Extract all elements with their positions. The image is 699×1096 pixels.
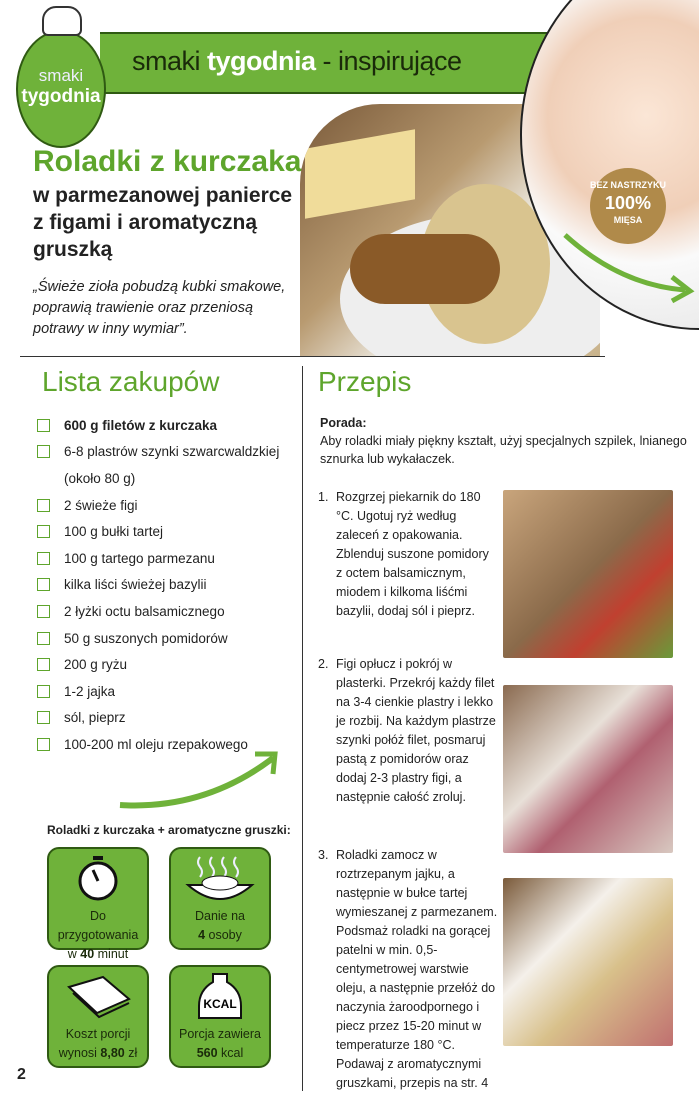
summary-box bbox=[47, 847, 149, 961]
checkbox[interactable] bbox=[37, 658, 50, 671]
checkbox[interactable] bbox=[37, 525, 50, 538]
summary-box bbox=[169, 847, 271, 950]
item-label: 2 łyżki octu balsamicznego bbox=[64, 603, 225, 619]
box-line2: w 40 minut bbox=[67, 947, 129, 961]
checkbox[interactable] bbox=[37, 499, 50, 512]
no-injection-badge: BEZ NASTRZYKU 100% MIĘSA bbox=[590, 168, 666, 244]
checkbox[interactable] bbox=[37, 419, 50, 432]
item-label: 600 g filetów z kurczaka bbox=[64, 417, 218, 433]
svg-text:KCAL: KCAL bbox=[203, 997, 237, 1011]
curved-arrow-icon bbox=[115, 740, 285, 815]
item-label: 2 świeże figi bbox=[64, 497, 138, 513]
checkbox[interactable] bbox=[37, 445, 50, 458]
summary-title: Roladki z kurczaka + aromatyczne gruszki: bbox=[47, 823, 291, 837]
box-line1: Do przygotowania bbox=[57, 909, 139, 942]
method-heading: Przepis bbox=[318, 366, 412, 397]
section-title: smaki tygodnia - inspirujące bbox=[132, 46, 462, 76]
shopping-item bbox=[37, 598, 279, 625]
shopping-list bbox=[37, 412, 279, 758]
recipe-step: 2. Figi opłucz i pokrój w plasterki. Przekrój każdy filet na 3-4 cienkie plastry i lekko je rozbij. Na każdym plastrze szynki połóż filet, posmaruj pastą z pomidorów oraz dodaj 2-3 plastry figi, a następnie całość zroluj. bbox=[318, 657, 496, 804]
checkbox[interactable] bbox=[37, 711, 50, 724]
box-line1: Koszt porcji bbox=[65, 1027, 131, 1041]
item-label: 100 g tartego parmezanu bbox=[64, 550, 215, 566]
shopping-item bbox=[37, 572, 279, 599]
item-label: (około 80 g) bbox=[64, 470, 136, 486]
recipe-step: 1. Rozgrzej piekarnik do 180 °C. Ugotuj ryż według zaleceń z opakowania. Zblenduj suszone pomidory z octem balsamicznym, miodem i kilkoma liśćmi bazylii, dodaj sól i pieprz. bbox=[318, 490, 489, 618]
recipe-step: 3. Roladki zamocz w roztrzepanym jajku, a następnie w bułce tartej wymieszanej z parmezanem. Podsmaż roladki na gorącej patelni w min. 0,5-centymetrowej warstwie oleju, a następnie przełóż do naczynia żaroodpornego i piecz przez 15-20 minut w temperaturze 180 °C. Podawaj z aromatycznymi gruszkami, przepis na str. 4 bbox=[318, 848, 498, 1090]
checkbox[interactable] bbox=[37, 738, 50, 751]
shopping-item bbox=[37, 465, 279, 492]
stopwatch-icon bbox=[49, 849, 147, 907]
step-2-photo bbox=[503, 685, 673, 853]
summary-box bbox=[169, 965, 271, 1068]
item-label: 6-8 plastrów szynki szwarcwaldzkiej bbox=[64, 444, 280, 460]
step-1-photo bbox=[503, 490, 673, 658]
box-line2: wynosi 8,80 zł bbox=[58, 1046, 138, 1060]
item-label: 50 g suszonych pomidorów bbox=[64, 630, 228, 646]
shopping-item bbox=[37, 545, 279, 572]
box-line1: Porcja zawiera bbox=[179, 1027, 261, 1041]
item-label: kilka liści świeżej bazylii bbox=[64, 577, 207, 593]
shopping-item bbox=[37, 518, 279, 545]
chef-hat-icon bbox=[42, 6, 82, 36]
recipe-subtitle: w parmezanowej panierce z figami i aromatyczną gruszką bbox=[33, 184, 293, 261]
box-line2: 4 osoby bbox=[198, 928, 242, 942]
checkbox[interactable] bbox=[37, 685, 50, 698]
item-label: sól, pieprz bbox=[64, 710, 126, 726]
checkbox[interactable] bbox=[37, 605, 50, 618]
column-divider bbox=[302, 366, 303, 1091]
shopping-item bbox=[37, 492, 279, 519]
dish-icon bbox=[171, 849, 269, 907]
shopping-item bbox=[37, 412, 279, 439]
recipe-quote: „Świeże zioła pobudzą kubki smakowe, poprawią trawienie oraz przeniosą potrawy w inny wymiar”. bbox=[33, 279, 286, 337]
shopping-item bbox=[37, 651, 279, 678]
item-label: 100-200 ml oleju rzepakowego bbox=[64, 736, 248, 752]
page-number: 2 bbox=[17, 1066, 26, 1083]
box-line1: Danie na bbox=[194, 909, 246, 923]
shopping-list-heading: Lista zakupów bbox=[42, 366, 220, 397]
item-label: 1-2 jajka bbox=[64, 683, 116, 699]
summary-box bbox=[47, 965, 149, 1068]
item-label: 100 g bułki tartej bbox=[64, 524, 164, 540]
step-3-photo bbox=[503, 878, 673, 1046]
item-label: 200 g ryżu bbox=[64, 657, 128, 673]
shopping-item bbox=[37, 625, 279, 652]
box-line2: 560 kcal bbox=[196, 1046, 244, 1060]
checkbox[interactable] bbox=[37, 632, 50, 645]
tip: Porada: Aby roladki miały piękny kształt, użyj specjalnych szpilek, lnianego sznurka lub wykałaczek. bbox=[320, 416, 687, 466]
divider bbox=[20, 356, 605, 357]
recipe-title: Roladki z kurczaka bbox=[33, 145, 302, 178]
kcal-sack-icon bbox=[171, 967, 269, 1025]
logo: smaki tygodnia bbox=[16, 30, 106, 148]
header-band bbox=[100, 32, 570, 94]
shopping-item bbox=[37, 439, 279, 466]
shopping-item bbox=[37, 705, 279, 732]
shopping-item bbox=[37, 678, 279, 705]
checkbox[interactable] bbox=[37, 578, 50, 591]
checkbox[interactable] bbox=[37, 552, 50, 565]
banknotes-icon bbox=[49, 967, 147, 1025]
